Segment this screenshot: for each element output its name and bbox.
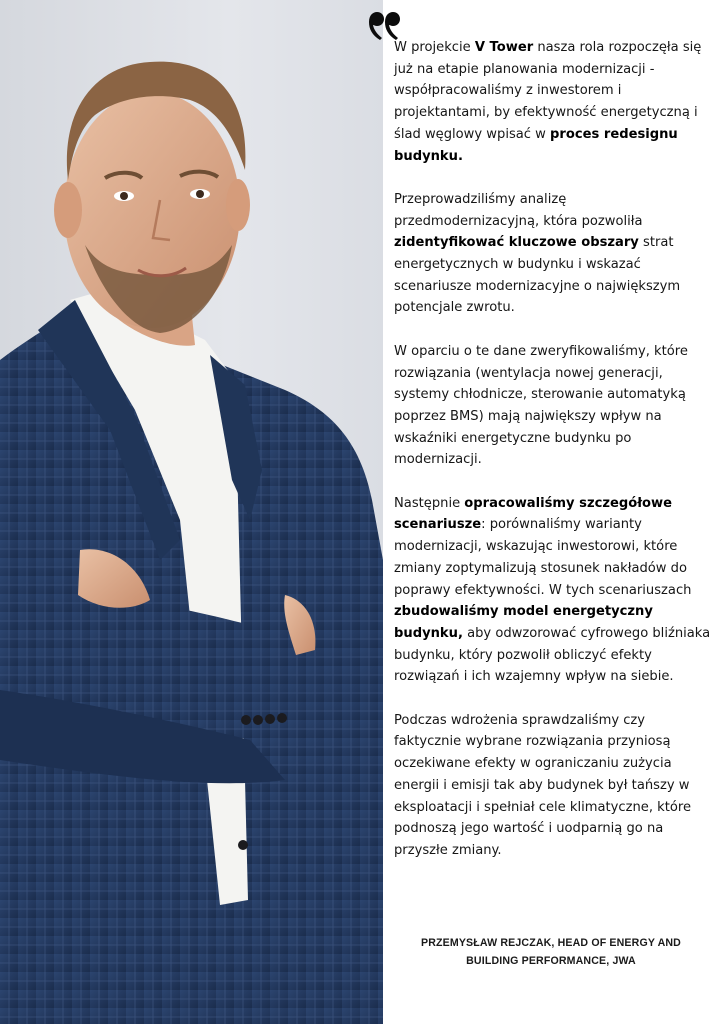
text-run: W projekcie [394,40,475,55]
bold-run: opracowaliśmy szczegółowe scenariusze [394,495,673,533]
author-signature [392,934,710,970]
text-run: Przeprowadziliśmy analizę przedmodernizacyjną, która pozwoliła [394,191,643,229]
bold-run: V Tower [474,40,534,55]
bold-run: zidentyfikować kluczowe obszary [394,235,639,251]
text-run: Podczas wdrożenia sprawdzaliśmy czy faktycznie wybrane rozwiązania przyniosą oczekiwane efekty w ograniczaniu zużycia energii i emisji tak aby budynek był tańszy w eksploatacji i spełniał cele klimatyczne, które podnoszą jego wartość i uodparnią go na przyszłe zmiany. [394,712,692,858]
paragraph [394,493,712,688]
text-run: Następnie [394,495,465,511]
text-run: aby odwzorować cyfrowego bliźniaka budynku, który pozwolił obliczyć efekty rozwiązań i ich wzajemny wpływ na siebie. [394,625,711,685]
quote-text [394,37,712,883]
text-run: strat energetycznych w budynku i wskazać scenariusze modernizacyjne o największym potencjale zwrotu. [394,235,681,316]
bold-run: proces redesignu budynku. [394,126,678,164]
text-run: nasza rola rozpoczęła się już na etapie planowania modernizacji - współpracowaliśmy z inwestorem i projektantami, by efektywność energetyczną i ślad węglowy wpisać w [394,40,702,142]
bold-run: zbudowaliśmy model energetyczny budynku, [394,604,653,641]
paragraph [394,189,712,319]
text-run: : porównaliśmy warianty modernizacji, wskazując inwestorowi, które zmiany zoptymalizują stosunek nakładów do poprawy efektywności. W tych scenariuszach [394,517,692,598]
text-run: W oparciu o te dane zweryfikowaliśmy, które rozwiązania (wentylacja nowej generacji, systemy chłodnicze, sterowanie automatyką poprzez BMS) mają największy wpływ na wskaźniki energetyczne budynku po modernizacji. [394,343,688,468]
signature-line-1: PRZEMYSŁAW REJCZAK, HEAD OF ENERGY AND [421,937,681,949]
paragraph [394,710,712,862]
paragraph [394,341,712,471]
signature-line-2: BUILDING PERFORMANCE, JWA [466,955,636,967]
paragraph [394,37,712,167]
